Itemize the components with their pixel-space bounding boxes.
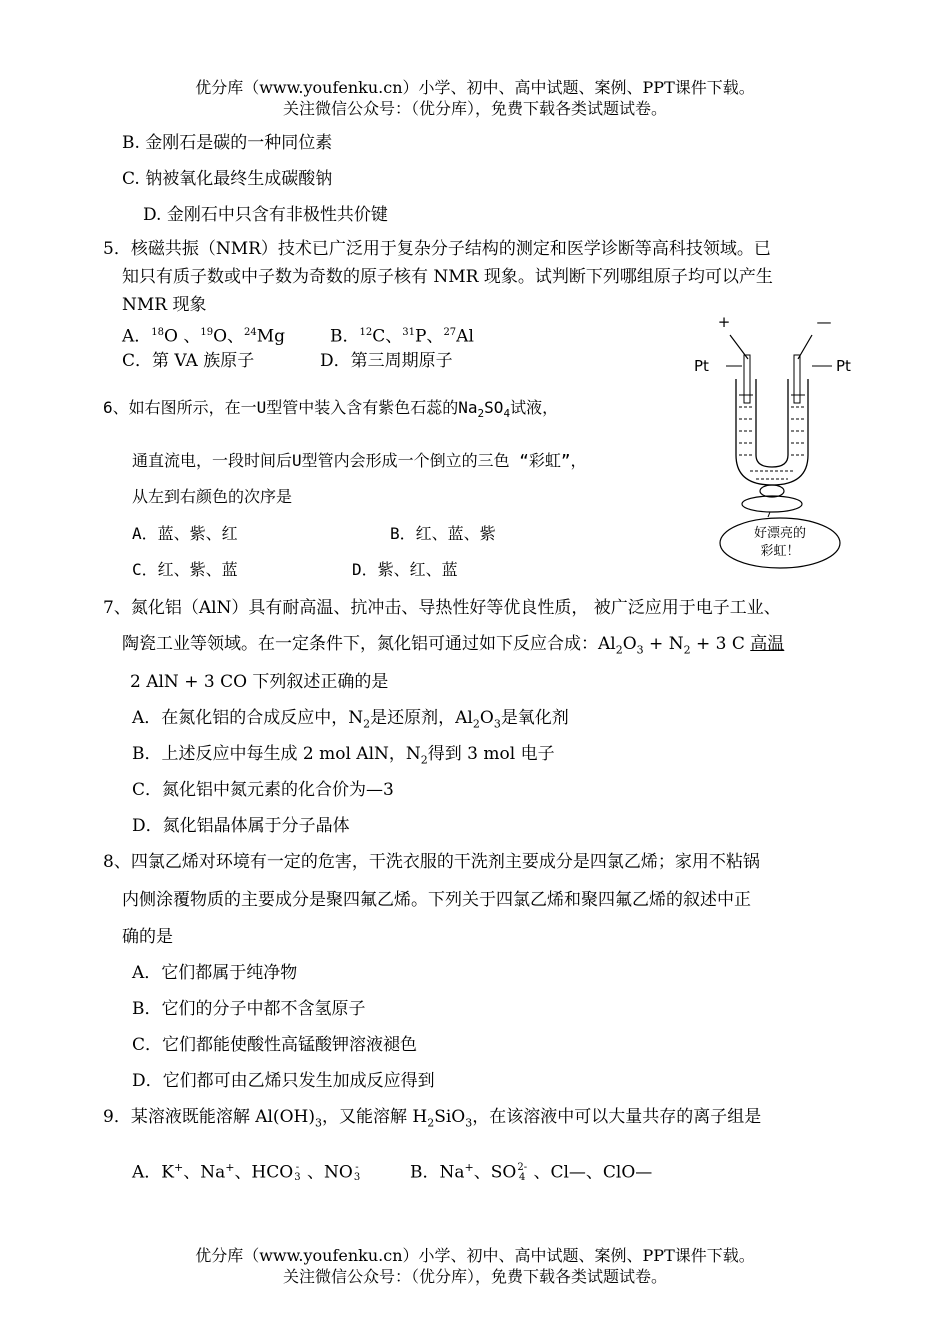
charge: - [295,1162,300,1174]
q5-option-c: C．第 VA 族原子 [122,351,255,371]
element-symbol: P、 [414,326,444,347]
q5-option-b-label: B． [330,326,360,347]
q7-option-d: D．氮化铝晶体属于分子晶体 [132,816,350,836]
subscript: 2 [363,717,371,731]
mass-number: 19 [200,327,214,338]
q9-option-b-text: B．Na [410,1162,465,1183]
right-electrode [794,355,800,403]
subscript: 3 [314,1116,322,1130]
q7-option-c: C．氮化铝中氮元素的化合价为—3 [132,780,394,800]
header-line-1: 优分库（www.youfenku.cn）小学、初中、高中试题、案例、PPT课件下载。 [195,78,755,97]
positive-terminal-label: + [717,313,731,331]
pt-right-label: Pt [836,357,851,375]
q5-stem-line-3: NMR 现象 [122,295,207,315]
subscript: 3 [353,1172,361,1184]
reaction-condition: 高温 [750,634,785,654]
formula-so: SO [484,398,504,417]
q8-option-a: A．它们都属于纯净物 [132,963,298,983]
q9-option-b-text: 、Cl—、ClO— [528,1162,653,1183]
stand-knob [760,485,784,497]
q6-option-d: D．紫、红、蓝 [352,560,458,579]
subscript: 3 [493,717,501,731]
element-symbol: O 、 [164,326,201,347]
q5-stem-line-2: 知只有质子数或中子数为奇数的原子核有 NMR 现象。试判断下列哪组原子均可以产生 [122,267,773,287]
q9-stem-text: 9．某溶液既能溶解 Al(OH) [103,1107,315,1127]
q9-stem-line-1 [103,1106,761,1134]
q6-option-c: C．红、紫、蓝 [132,560,238,579]
q9-stem-text: SiO [434,1107,466,1127]
element-symbol: O、 [213,326,245,347]
stand-base [742,496,802,512]
ion-charge-stack [294,1163,300,1183]
q7-stem-line-3: 2 AlN + 3 CO 下列叙述正确的是 [130,672,389,692]
u-tube-inner [756,379,788,467]
page-footer [0,1245,950,1287]
q5-option-d: D．第三周期原子 [320,351,453,371]
q4-option-b: B. 金刚石是碳的一种同位素 [122,133,333,153]
q4-option-c: C. 钠被氧化最终生成碳酸钠 [122,169,333,189]
formula-al: Al [598,634,616,654]
q8-option-c: C．它们都能使酸性高锰酸钾溶液褪色 [132,1035,418,1055]
subscript: 2 [683,643,691,657]
q5-option-a [122,322,285,348]
q9-option-a [132,1157,361,1184]
header-line-2: 关注微信公众号：（优分库），免费下载各类试题试卷。 [282,99,667,118]
bubble-tail [768,512,770,517]
q7-option-a-text: 是氧化剂 [500,708,569,728]
element-symbol: Mg [256,326,286,347]
q8-option-d: D．它们都可由乙烯只发生加成反应得到 [132,1071,435,1091]
page-header [0,77,950,119]
q9-option-a-text: 、NO [301,1162,353,1183]
u-tube-figure [690,305,860,580]
mass-number: 24 [244,327,257,338]
bubble-text-line-1: 好漂亮的 [753,526,807,541]
q6-stem-line-3: 从左到右颜色的次序是 [132,487,293,506]
ion-charge-stack [517,1163,527,1183]
formula-c: + 3 C [690,634,751,654]
subscript: 4 [503,407,511,421]
element-symbol: Al [456,326,474,347]
pt-left-label: Pt [694,357,709,375]
footer-line-1: 优分库（www.youfenku.cn）小学、初中、高中试题、案例、PPT课件下载。 [195,1246,755,1265]
charge: + [173,1161,184,1174]
charge: 2- [517,1162,528,1174]
formula-na: Na [458,398,478,417]
q7-option-a-text: A．在氮化铝的合成反应中，N [132,708,364,728]
q8-option-b: B．它们的分子中都不含氢原子 [132,999,366,1019]
formula-o: O [622,634,637,654]
q9-option-b [410,1157,652,1184]
q8-stem-line-1: 8、四氯乙烯对环境有一定的危害，干洗衣服的干洗剂主要成分是四氯乙烯；家用不粘锅 [103,852,760,872]
charge: + [225,1161,235,1174]
subscript: 2 [427,1116,435,1130]
q7-option-b [132,743,555,771]
subscript: 4 [519,1172,526,1184]
q6-option-b: B．红、蓝、紫 [390,524,496,543]
element-symbol: C、 [372,326,403,347]
subscript: 3 [294,1172,301,1184]
q7-stem-line-2 [122,633,784,661]
q9-option-a-text: 、HCO [234,1162,294,1183]
q9-option-b-text: 、SO [473,1162,517,1183]
q9-stem-text: ，又能溶解 H [321,1107,428,1127]
q7-option-a-text: O [479,708,494,728]
bubble-text-line-2: 彩虹！ [760,544,800,559]
q9-option-a-text: 、Na [183,1162,226,1183]
mass-number: 31 [402,327,415,338]
q5-option-a-label: A． [122,326,152,347]
q6-stem-text-a: 6、如右图所示，在一U型管中装入含有紫色石蕊的 [103,398,459,417]
q7-option-b-text: 得到 3 mol 电子 [427,744,555,764]
subscript: 2 [472,717,480,731]
q7-stem-text: 陶瓷工业等领域。在一定条件下，氮化铝可通过如下反应合成： [122,634,598,654]
q4-option-d: D. 金刚石中只含有非极性共价键 [143,205,388,225]
q6-option-a: A．蓝、紫、红 [132,524,238,543]
footer-line-2: 关注微信公众号：（优分库），免费下载各类试题试卷。 [282,1267,667,1286]
q7-option-b-text: B．上述反应中每生成 2 mol AlN，N [132,744,421,764]
ion-charge-stack [354,1163,360,1183]
left-electrode [744,355,750,403]
negative-terminal-label: — [816,313,832,331]
q8-stem-line-3: 确的是 [122,927,173,947]
subscript: 2 [420,753,428,767]
q9-option-a-text: A．K [132,1162,174,1183]
q7-option-a-text: 是还原剂，Al [370,708,473,728]
mass-number: 27 [443,327,457,338]
charge: + [464,1161,474,1174]
q6-stem-line-2: 通直流电，一段时间后U型管内会形成一个倒立的三色 “彩虹”， [132,451,587,470]
q8-stem-line-2: 内侧涂覆物质的主要成分是聚四氟乙烯。下列关于四氯乙烯和聚四氟乙烯的叙述中正 [122,890,751,910]
q6-stem-line-1 [103,397,558,425]
formula-n: + N [643,634,684,654]
mass-number: 12 [359,327,373,338]
subscript: 2 [615,643,623,657]
q5-stem-line-1: 5．核磁共振（NMR）技术已广泛用于复杂分子结构的测定和医学诊断等高科技领域。已 [103,239,771,259]
subscript: 2 [477,407,485,421]
subscript: 3 [465,1116,473,1130]
q7-stem-line-1: 7、氮化铝（AlN）具有耐高温、抗冲击、导热性好等优良性质， 被广泛应用于电子工业、 [103,598,781,618]
q9-stem-text: ，在该溶液中可以大量共存的离子组是 [472,1107,762,1127]
q7-option-a [132,707,569,735]
subscript: 3 [636,643,644,657]
q5-option-b [330,322,474,348]
mass-number: 18 [151,327,165,338]
charge: - [355,1162,359,1174]
q6-stem-text-b: 试液， [510,398,559,417]
